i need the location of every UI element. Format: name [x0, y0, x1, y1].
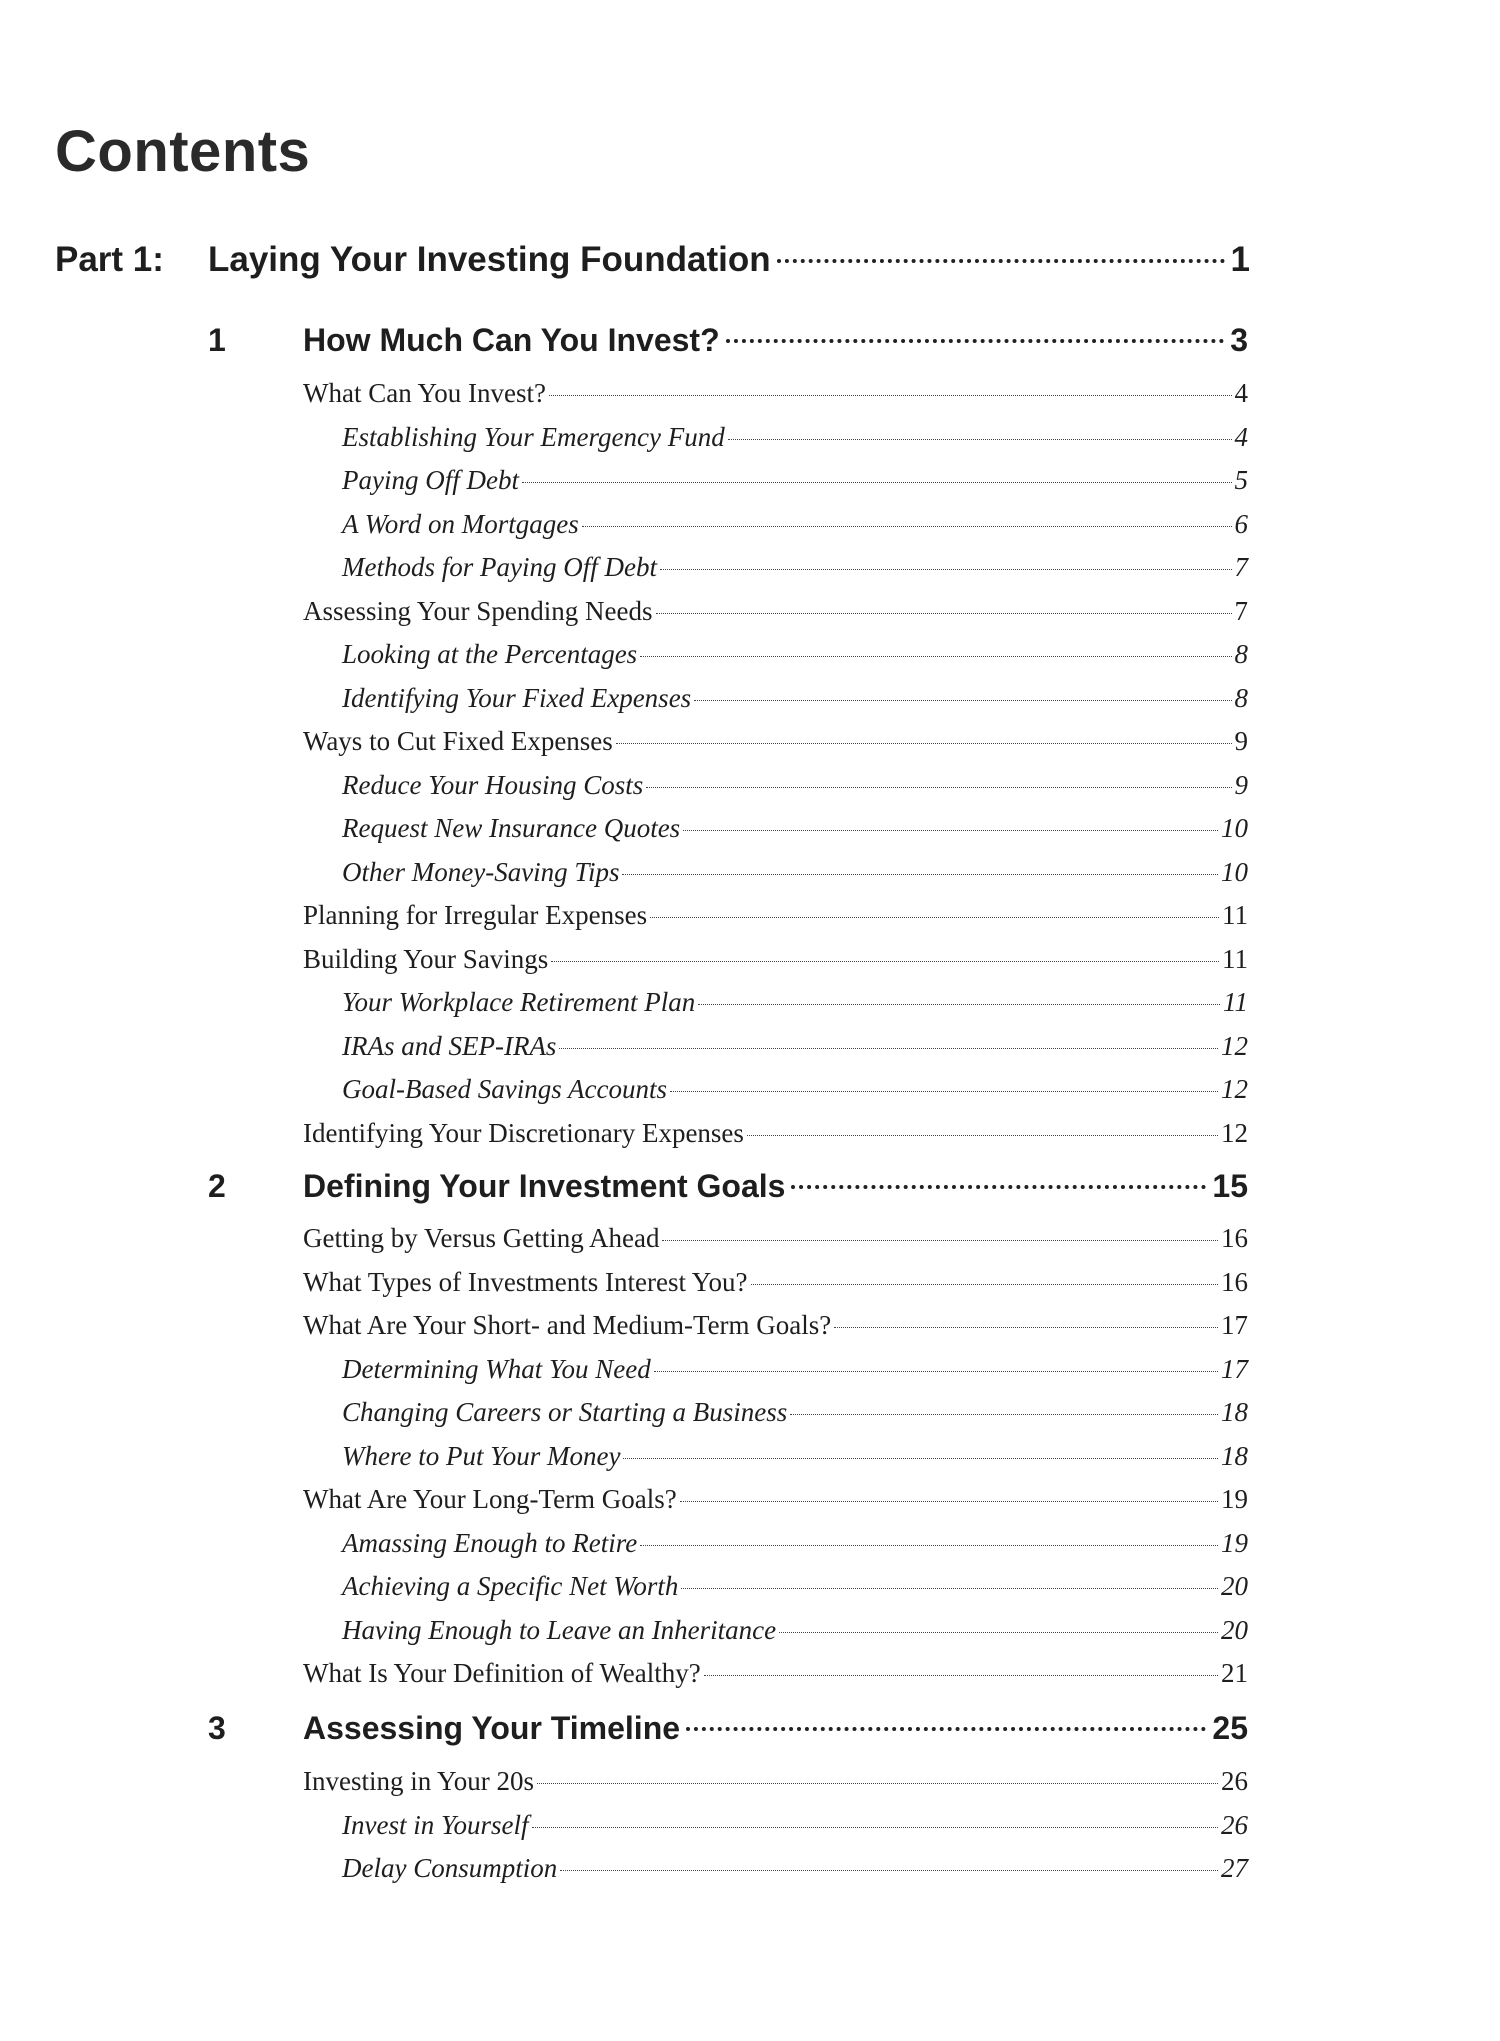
toc-section[interactable]	[303, 1223, 1248, 1267]
part-heading[interactable]	[55, 240, 1250, 280]
dot-leader	[537, 1783, 1218, 1784]
chapter-page: 15	[1212, 1168, 1248, 1204]
entry-page: 8	[1234, 682, 1248, 713]
entry-page: 4	[1234, 378, 1248, 408]
dot-leader	[532, 1827, 1218, 1828]
dot-leader	[559, 1048, 1218, 1049]
entry-page: 10	[1221, 856, 1248, 887]
toc-subsection[interactable]	[303, 1615, 1248, 1659]
entry-title: Paying Off Debt	[342, 465, 519, 495]
entry-page: 7	[1234, 595, 1248, 626]
entry-page: 26	[1221, 1766, 1248, 1796]
toc-subsection[interactable]	[303, 857, 1248, 901]
toc-subsection[interactable]	[303, 987, 1248, 1031]
entry-page: 5	[1234, 465, 1248, 495]
entry-title: Ways to Cut Fixed Expenses	[303, 726, 613, 756]
chapter-entries	[303, 1766, 1248, 1897]
entry-title: What Can You Invest?	[303, 378, 546, 408]
entry-page: 11	[1222, 900, 1248, 930]
entry-page: 16	[1221, 1266, 1248, 1297]
dot-leader	[694, 700, 1231, 701]
toc-section[interactable]	[303, 726, 1248, 770]
toc-subsection[interactable]	[303, 1441, 1248, 1485]
entry-title: Changing Careers or Starting a Business	[342, 1397, 788, 1427]
chapter-page: 3	[1230, 322, 1248, 358]
page-title: Contents	[55, 119, 311, 184]
dot-leader	[683, 830, 1218, 831]
entry-page: 11	[1222, 943, 1248, 974]
toc-subsection[interactable]	[303, 465, 1248, 509]
chapter-entries	[303, 1223, 1248, 1702]
entry-title: Assessing Your Spending Needs	[303, 595, 653, 626]
toc-subsection[interactable]	[303, 813, 1248, 857]
dot-leader	[728, 439, 1232, 440]
entry-title: What Is Your Definition of Wealthy?	[303, 1658, 701, 1688]
dot-leader	[751, 1284, 1218, 1285]
entry-title: Identifying Your Fixed Expenses	[342, 682, 692, 713]
entry-title: Request New Insurance Quotes	[342, 813, 681, 843]
entry-title: Building Your Savings	[303, 943, 549, 974]
entry-title: What Types of Investments Interest You?	[303, 1266, 748, 1297]
entry-title: Establishing Your Emergency Fund	[342, 421, 725, 452]
chapter-title: Defining Your Investment Goals	[303, 1168, 786, 1204]
toc-subsection[interactable]	[303, 1031, 1248, 1075]
entry-page: 4	[1234, 421, 1248, 452]
dot-leader	[670, 1091, 1218, 1092]
chapter-page: 25	[1212, 1710, 1248, 1746]
dot-leader	[582, 526, 1232, 527]
entry-title: What Are Your Long-Term Goals?	[303, 1484, 677, 1514]
entry-page: 9	[1234, 726, 1248, 756]
entry-page: 20	[1221, 1571, 1248, 1601]
toc-section[interactable]	[303, 1267, 1248, 1311]
dot-leader	[623, 1458, 1218, 1459]
dot-leader	[551, 961, 1219, 962]
toc-subsection[interactable]	[303, 1354, 1248, 1398]
chapter-title: How Much Can You Invest?	[303, 322, 720, 358]
dot-leader	[646, 787, 1231, 788]
entry-title: IRAs and SEP-IRAs	[342, 1030, 557, 1061]
toc-subsection[interactable]	[303, 1571, 1248, 1615]
toc-subsection[interactable]	[303, 552, 1248, 596]
dot-leader	[650, 917, 1219, 918]
entry-title: Getting by Versus Getting Ahead	[303, 1223, 660, 1253]
entry-title: Delay Consumption	[342, 1853, 558, 1883]
entry-title: Reduce Your Housing Costs	[342, 769, 644, 800]
dot-leader	[704, 1675, 1218, 1676]
toc-section[interactable]	[303, 944, 1248, 988]
entry-title: Other Money-Saving Tips	[342, 856, 620, 887]
entry-title: Planning for Irregular Expenses	[303, 900, 648, 930]
part-title: Laying Your Investing Foundation	[208, 240, 771, 279]
entry-title: Methods for Paying Off Debt	[342, 552, 657, 582]
entry-page: 18	[1221, 1440, 1248, 1471]
entry-page: 12	[1221, 1117, 1248, 1148]
dot-leader	[654, 1371, 1218, 1372]
entry-page: 19	[1221, 1527, 1248, 1558]
chapter-heading[interactable]	[208, 1710, 1248, 1747]
part-page: 1	[1230, 240, 1250, 279]
dot-leader	[680, 1501, 1218, 1502]
dot-leader	[522, 482, 1232, 483]
entry-title: Invest in Yourself	[342, 1809, 529, 1840]
dot-leader	[779, 1632, 1218, 1633]
entry-title: Determining What You Need	[342, 1353, 651, 1384]
chapter-number: 2	[208, 1168, 226, 1204]
toc-section[interactable]	[303, 1310, 1248, 1354]
entry-title: Investing in Your 20s	[303, 1766, 535, 1796]
toc-subsection[interactable]	[303, 1074, 1248, 1118]
entry-page: 11	[1223, 987, 1248, 1017]
dot-leader	[698, 1004, 1220, 1005]
entry-page: 27	[1221, 1853, 1248, 1883]
entry-page: 7	[1234, 552, 1248, 582]
entry-title: Looking at the Percentages	[342, 639, 638, 669]
dot-leader	[747, 1135, 1218, 1136]
dot-leader	[681, 1588, 1218, 1589]
dot-leader	[660, 569, 1232, 570]
toc-section[interactable]	[303, 1658, 1248, 1702]
toc-subsection[interactable]	[303, 1853, 1248, 1897]
toc-section[interactable]	[303, 900, 1248, 944]
toc-subsection[interactable]	[303, 770, 1248, 814]
entry-page: 8	[1234, 639, 1248, 669]
dot-leader	[640, 1545, 1218, 1546]
dot-leader	[790, 1414, 1218, 1415]
entry-page: 21	[1221, 1658, 1248, 1688]
dot-leader	[777, 259, 1225, 263]
entry-page: 20	[1221, 1614, 1248, 1645]
entry-title: Identifying Your Discretionary Expenses	[303, 1117, 744, 1148]
dot-leader	[791, 1185, 1206, 1189]
dot-leader	[549, 395, 1232, 396]
toc-subsection[interactable]	[303, 639, 1248, 683]
entry-title: Amassing Enough to Retire	[342, 1527, 638, 1558]
part-label: Part 1:	[55, 240, 164, 279]
dot-leader	[656, 613, 1232, 614]
dot-leader	[640, 656, 1231, 657]
chapter-title: Assessing Your Timeline	[303, 1710, 681, 1746]
entry-page: 9	[1234, 769, 1248, 800]
entry-page: 12	[1221, 1030, 1248, 1061]
chapter-entries	[303, 378, 1248, 1161]
dot-leader	[622, 874, 1218, 875]
chapter-heading[interactable]	[208, 322, 1248, 359]
chapter-number: 3	[208, 1710, 226, 1746]
dot-leader	[560, 1870, 1218, 1871]
entry-title: Your Workplace Retirement Plan	[342, 987, 696, 1017]
toc-section[interactable]	[303, 1766, 1248, 1810]
dot-leader	[616, 743, 1232, 744]
toc-section[interactable]	[303, 1484, 1248, 1528]
entry-page: 17	[1221, 1353, 1248, 1384]
entry-title: What Are Your Short- and Medium-Term Goals?	[303, 1310, 832, 1340]
toc-subsection[interactable]	[303, 1528, 1248, 1572]
dot-leader	[834, 1327, 1218, 1328]
toc-subsection[interactable]	[303, 509, 1248, 553]
toc-subsection[interactable]	[303, 1397, 1248, 1441]
entry-page: 6	[1234, 508, 1248, 539]
dot-leader	[726, 339, 1225, 343]
dot-leader	[686, 1727, 1206, 1731]
toc-section[interactable]	[303, 378, 1248, 422]
entry-title: A Word on Mortgages	[342, 508, 579, 539]
entry-title: Having Enough to Leave an Inheritance	[342, 1614, 777, 1645]
chapter-number: 1	[208, 322, 226, 358]
entry-page: 10	[1221, 813, 1248, 843]
entry-title: Goal-Based Savings Accounts	[342, 1074, 667, 1104]
entry-title: Where to Put Your Money	[342, 1440, 621, 1471]
toc-subsection[interactable]	[303, 422, 1248, 466]
entry-page: 12	[1221, 1074, 1248, 1104]
entry-title: Achieving a Specific Net Worth	[342, 1571, 679, 1601]
chapter-heading[interactable]	[208, 1168, 1248, 1205]
toc-section[interactable]	[303, 1118, 1248, 1162]
entry-page: 26	[1221, 1809, 1248, 1840]
toc-section[interactable]	[303, 596, 1248, 640]
toc-subsection[interactable]	[303, 683, 1248, 727]
entry-page: 18	[1221, 1397, 1248, 1427]
entry-page: 16	[1221, 1223, 1248, 1253]
entry-page: 17	[1221, 1310, 1248, 1340]
entry-page: 19	[1221, 1484, 1248, 1514]
toc-subsection[interactable]	[303, 1810, 1248, 1854]
dot-leader	[662, 1240, 1218, 1241]
